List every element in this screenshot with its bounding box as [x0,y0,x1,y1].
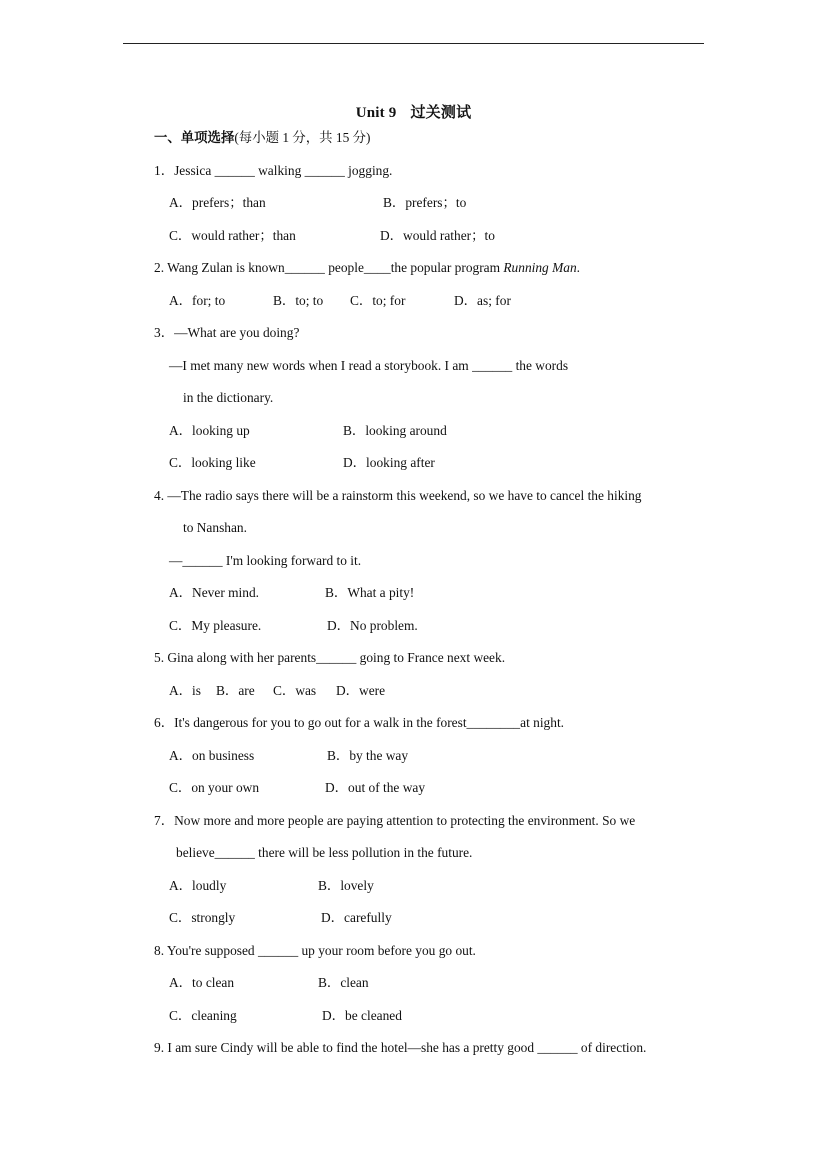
question-2-stem-end: . [576,260,581,275]
section-label: 一、单项选择 [154,130,235,145]
question-4-option-c: C．My pleasure. [169,618,262,633]
question-3-option-d: D．looking after [343,455,435,470]
question-4-option-d: D．No problem. [327,618,418,633]
question-4-stem-line-2: to Nanshan. [183,520,247,535]
question-3-stem: 3．—What are you doing? [154,325,300,340]
question-4-option-b: B．What a pity! [325,585,415,600]
question-5-option-c: C．was [273,683,317,698]
section-heading [154,130,370,146]
question-3-option-c: C．looking like [169,455,256,470]
question-5-stem: 5. Gina along with her parents______ going to France next week. [154,650,506,665]
question-5-option-d: D．were [336,683,386,698]
header-rule [123,43,704,44]
question-1-stem: 1．Jessica ______ walking ______ jogging. [154,163,393,178]
question-7-option-d: D．carefully [321,910,392,925]
title-unit: Unit 9 [355,105,397,121]
question-7-stem: 7．Now more and more people are paying attention to protecting the environment. So we [154,813,636,828]
question-1-option-a: A．prefers；than [169,195,266,210]
title-cn: 过关测试 [410,105,472,121]
question-3-stem-line-3: in the dictionary. [183,390,274,405]
question-5-option-a: A．is [169,683,201,698]
question-6-option-b: B．by the way [327,748,409,763]
question-7-option-c: C．strongly [169,910,236,925]
question-3-option-b: B．looking around [343,423,447,438]
question-2-option-d: D．as; for [454,293,511,308]
question-2-option-a: A．for; to [169,293,226,308]
question-9-stem: 9. I am sure Cindy will be able to find the hotel—she has a pretty good ______ of direction. [154,1040,647,1055]
page-title [0,101,827,122]
question-2-program-title: Running Man [503,260,577,275]
question-5-option-b: B．are [216,683,255,698]
question-2-stem [154,260,580,276]
question-4-option-a: A．Never mind. [169,585,259,600]
question-6-option-c: C．on your own [169,780,260,795]
question-6-option-d: D．out of the way [325,780,426,795]
section-note: (每小题 1 分，共 15 分) [234,130,371,145]
question-8-option-d: D．be cleaned [322,1008,402,1023]
question-1-option-c: C．would rather；than [169,228,296,243]
question-7-option-b: B．lovely [318,878,374,893]
question-1-option-d: D．would rather；to [380,228,495,243]
question-8-option-c: C．cleaning [169,1008,237,1023]
question-2-option-c: C．to; for [350,293,406,308]
question-3-option-a: A．looking up [169,423,250,438]
question-8-stem: 8. You're supposed ______ up your room before you go out. [154,943,476,958]
question-8-option-b: B．clean [318,975,369,990]
question-4-stem-line-3: —______ I'm looking forward to it. [169,553,362,568]
question-8-option-a: A．to clean [169,975,235,990]
question-1-option-b: B．prefers；to [383,195,467,210]
question-2-stem-text: 2. Wang Zulan is known______ people____the popular program [154,260,504,275]
question-6-stem: 6．It's dangerous for you to go out for a walk in the forest________at night. [154,715,565,730]
question-4-stem: 4. —The radio says there will be a rainstorm this weekend, so we have to cancel the hiking [154,488,642,503]
question-7-stem-line-2: believe______ there will be less pollution in the future. [176,845,473,860]
question-3-stem-line-2: —I met many new words when I read a storybook. I am ______ the words [169,358,569,373]
question-2-option-b: B．to; to [273,293,324,308]
question-6-option-a: A．on business [169,748,255,763]
question-7-option-a: A．loudly [169,878,227,893]
